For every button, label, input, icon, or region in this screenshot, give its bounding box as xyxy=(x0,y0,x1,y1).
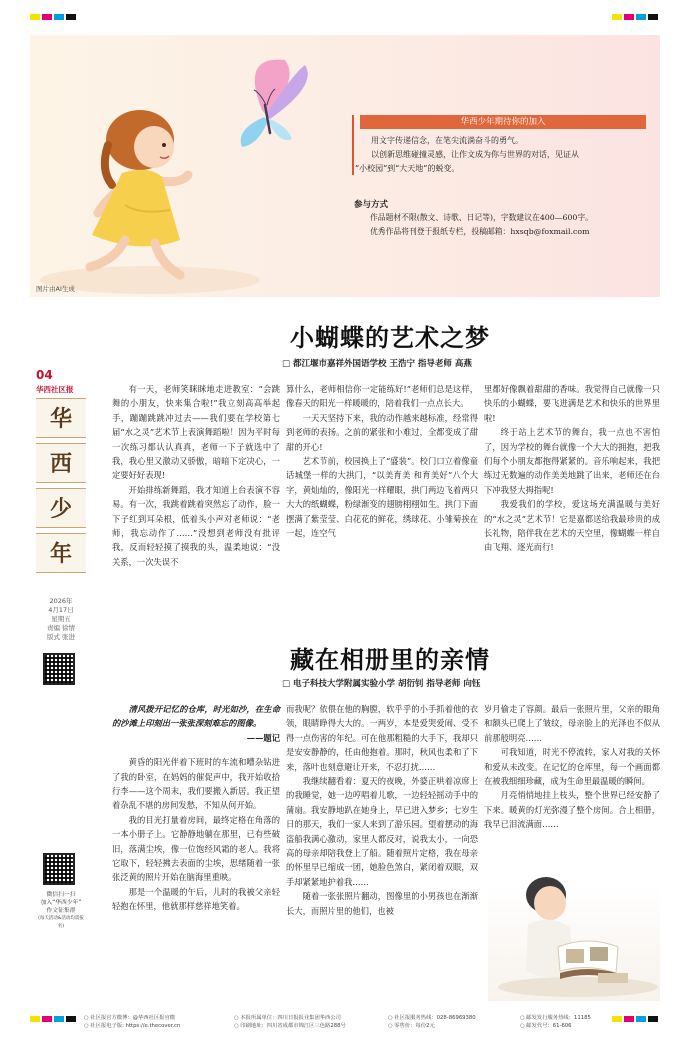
epigraph-signature: ——题记 xyxy=(246,732,280,743)
qr-code[interactable] xyxy=(43,653,75,685)
issue-date-year: 2026年 xyxy=(49,597,73,605)
issue-weekday: 星期五 xyxy=(51,615,71,623)
footer-line: ○ 邮发发行服务热线：11185 xyxy=(520,1015,591,1021)
article2-byline: □ 电子科技大学附属实验小学 胡衍钊 指导老师 向钰 xyxy=(282,679,481,689)
masthead-char: 华 xyxy=(36,398,86,438)
masthead-char: 西 xyxy=(36,443,86,483)
footer-line: ○ 社区报官方微博：@华西社区报官微 xyxy=(84,1015,176,1021)
article1-column-2 xyxy=(286,382,478,540)
article2-column-1 xyxy=(112,702,280,914)
method-title: 参与方式 xyxy=(354,200,389,210)
footer-line: ○ 本报所属单位：四川日报报业集团华西公司 xyxy=(234,1015,341,1021)
issue-layout: 版式 张进 xyxy=(46,633,76,641)
qr-caption-line: (每天活动&活动均需报名) xyxy=(38,916,84,929)
article1-column-3 xyxy=(484,382,660,555)
paragraph: 那是一个温暖的午后，儿时的我被父亲轻轻抱在怀里，他就那样慈祥地笑着。 xyxy=(112,886,280,912)
paragraph: 有一天，老师笑眯眯地走进教室：“会跳舞的小朋友，快来集合啦!”我立刻高高举起手，蹦蹦跳跳冲过去——我们要在学校第七届“水之灵”艺术节上表演舞蹈啦！因为平时每一次练习都认认真真，老师一下子就选中了我，我心里又激动又骄傲，暗暗下定决心，一定要好好表现! xyxy=(112,384,280,481)
qr-caption xyxy=(36,891,86,931)
paragraph: 而我呢？依偎在他的胸膛，软乎乎的小手抓着他的衣领，眼睛睁得大大的。一两岁，本是爱哭爱闹、受不得一点伤害的年纪。可在他那粗糙的大手下，我却只是安安静静的，任由他抱着。那时，秋风也柔和了下来，落叶也刻意避让开来，不忍打扰…… xyxy=(286,704,478,772)
paragraph: 开始排练新舞蹈，我才知道上台表演不容易。有一次，我跳着跳着突然忘了动作，脸一下子红到耳朵根，低着头小声对老师说：“老师，我忘动作了……”没想到老师没有批评我，反而轻轻摸了摸我的头，温柔地说：“没关系，一次失误不 xyxy=(112,484,280,567)
paragraph: 月亮悄悄地挂上枝头，整个世界已经安静了下来。暖黄的灯光弥漫了整个房间。合上相册，我早已泪流满面…… xyxy=(484,790,660,830)
method-line: 作品题材不限(散文、诗歌、日记等)，字数建议在400—600字。 xyxy=(370,213,593,222)
paragraph: 里都好像飘着甜甜的香味。我觉得自己就像一只快乐的小蝴蝶，要飞进满是艺术和快乐的世界里啦! xyxy=(484,384,660,423)
call-for-submissions-tag: 华西少年期待你的加入 xyxy=(360,115,646,129)
method-details xyxy=(370,211,660,239)
footer-line: ○ 零售价：每份2元 xyxy=(388,1023,435,1029)
masthead-char: 少 xyxy=(36,488,86,528)
article2-column-2 xyxy=(286,702,478,918)
intro-line: 用文字传递信念，在笔尖流淌奋斗的勇气。 xyxy=(371,136,523,145)
footer-col xyxy=(234,1014,346,1030)
method-line: 优秀作品将刊登于报纸专栏，投稿邮箱：hxsqb@foxmail.com xyxy=(370,227,590,236)
paragraph: 我继续翻看着：夏天的夜晚，外婆正哄着凉席上的我睡觉，她一边哼唱着儿歌，一边轻轻摇动手中的蒲扇。我安静地趴在她身上，早已进入梦乡；七岁生日的那天，我们一家人来到了游乐园。望着摆动的海盗船我满心激动，家里人都反对，说我太小，一向恐高的母亲却陪我登上了船。随着照片定格，我在母亲的怀里早已缩成一团，她脸色煞白，紧闭着双眼，双手却紧紧地护着我…… xyxy=(286,776,478,887)
newspaper-name: 华西社区报 xyxy=(36,385,74,394)
paragraph: 黄昏的阳光伴着下班时的车流和嘈杂钻进了我的卧室，在妈妈的催促声中，我开始收拾行李——这个周末，我们要搬入新居。我正望着杂乱不堪的房间发愁，不知从何开始。 xyxy=(112,757,280,811)
qr-caption-line: 微信扫一扫 xyxy=(46,892,76,898)
paragraph: 一天天坚持下来，我的动作越来越标准，经常得到老师的表扬。之前的紧张和小难过，全都变成了甜甜的开心! xyxy=(286,412,478,452)
intro-line: 以创新思维碰撞灵感，让作文成为你与世界的对话，见证从 xyxy=(371,150,579,159)
paragraph: 随着一张张照片翻动，图像里的小男孩也在渐渐长大，而照片里的他们，也被 xyxy=(286,891,478,916)
issue-editor: 责编 徐情 xyxy=(46,624,76,632)
image-credit: 图片由AI生成 xyxy=(36,285,75,293)
boy-reading-album-illustration xyxy=(488,855,660,1001)
epigraph: 清风拨开记忆的仓库，时光如沙，在生命的沙滩上印刻出一张张深刻难忘的图像。 xyxy=(112,704,280,729)
qr-code[interactable] xyxy=(43,853,75,885)
masthead-char: 年 xyxy=(36,533,86,573)
paragraph: 算什么，老师相信你一定能练好!”老师们总是这样，像春天的阳光一样暖暖的，陪着我们一点点长大。 xyxy=(286,384,478,409)
color-registration-bottom-left xyxy=(30,1016,76,1022)
intro-line: “小校园”到“大天地”的蜕变。 xyxy=(355,164,460,173)
paragraph: 我的目光打量着房间，最终定格在角落的一本小册子上。它静静地躺在那里，已有些破旧，落满尘埃，像一位饱经风霜的老人。我将它取下，轻轻拂去表面的尘埃，思绪随着一张张泛黄的照片开始在脑海里重映。 xyxy=(112,814,280,883)
page-number: 04 xyxy=(36,368,53,382)
masthead xyxy=(36,398,86,578)
butterfly-illustration xyxy=(241,60,308,147)
paragraph: 可我知道，时光不停流转，家人对我的关怀和爱从未改变。在记忆的仓库里，每一个画面都在被我细细珍藏，成为生命里最温暖的瞬间。 xyxy=(484,747,660,787)
footer-col xyxy=(388,1014,476,1030)
paragraph: 艺术节前，校园换上了“盛装”。校门口立着像童话城堡一样的大拱门，“以美育美 和育美好”八个大字，黄灿灿的，像阳光一样耀眼，拱门两边飞着两只大大的纸蝴蝶，粉绿渐变的翅膀栩栩如生。拱门下面摆满了紫莹莹、白花花的鲜花，绣球花、小雏菊挨在一起，连空气 xyxy=(286,456,478,539)
paragraph: 终于站上艺术节的舞台，我一点也不害怕了，因为学校的舞台就像一个大大的拥抱，把我们每个小朋友都抱得紧紧的。音乐响起来，我把练过无数遍的动作美美地跳了出来，老师还在台下冲我竖大拇指呢! xyxy=(484,427,660,495)
color-registration-bottom-right xyxy=(612,1016,658,1022)
article1-title: 小蝴蝶的艺术之梦 xyxy=(290,324,490,352)
color-registration-top-right xyxy=(612,14,658,20)
footer-line: ○ 印刷地址：四川省成都市锦江区三色路288号 xyxy=(234,1023,346,1029)
footer-col xyxy=(84,1014,180,1030)
footer-line: ○ 邮发代号：61-606 xyxy=(520,1023,572,1029)
issue-meta xyxy=(36,597,86,642)
paragraph: 岁月偷走了容颜。最后一张照片里，父亲的眼角和额头已爬上了皱纹，母亲脸上的光泽也不似从前那般明亮…… xyxy=(484,704,660,743)
article2-title: 藏在相册里的亲情 xyxy=(290,646,490,674)
footer-col xyxy=(520,1014,591,1030)
call-for-submissions-intro xyxy=(355,134,655,176)
color-registration-top-left xyxy=(30,14,76,20)
article1-column-1 xyxy=(112,382,280,569)
qr-caption-line: 加入“华西少年” xyxy=(40,900,82,906)
footer-line: ○ 社区报服务热线：028-86969380 xyxy=(388,1015,476,1021)
issue-date: 4月17日 xyxy=(48,606,74,614)
article2-column-3 xyxy=(484,702,660,832)
article1-byline: □ 都江堰市嘉祥外国语学校 王浩宁 指导老师 高燕 xyxy=(282,359,472,369)
footer-line: ○ 社区报电子版: https://e.thecover.cn xyxy=(84,1023,181,1029)
paragraph: 我爱我们的学校，爱这场充满温暖与美好的“水之灵”艺术节！它是嘉都送给我最珍贵的成长礼物，陪伴我在艺术的天空里，像蝴蝶一样自由飞翔、逐光而行! xyxy=(484,499,660,553)
qr-caption-line: 作文征集群 xyxy=(46,908,76,914)
